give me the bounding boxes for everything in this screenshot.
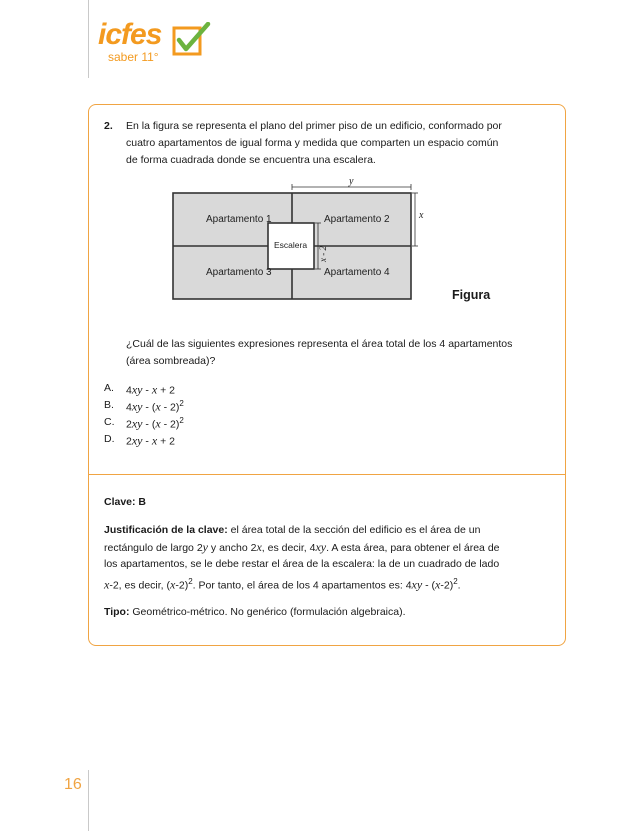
question-type: Tipo: Geométrico-métrico. No genérico (formulación algebraica). xyxy=(104,606,406,618)
question-prompt-line-2: (área sombreada)? xyxy=(126,355,216,367)
question-stem-line-3: de forma cuadrada donde se encuentra una escalera. xyxy=(126,154,376,166)
option-letter: A. xyxy=(104,382,114,394)
option-text: 2xy - (x - 2)$^2$ xyxy=(126,416,184,431)
dimension-x-label: x xyxy=(419,210,424,221)
question-stem-line-2: cuatro apartamentos de igual forma y medida que comparten un espacio común xyxy=(126,137,499,149)
question-stem-line-1: En la figura se representa el plano del primer piso de un edificio, conformado por xyxy=(126,120,502,132)
answer-divider xyxy=(88,474,566,475)
option-letter: C. xyxy=(104,416,115,428)
logo-subtitle: saber 11° xyxy=(108,50,159,64)
question-prompt-line-1: ¿Cuál de las siguientes expresiones representa el área total de los 4 apartamentos xyxy=(126,338,513,350)
apartment-4-label: Apartamento 4 xyxy=(324,267,390,278)
option-text: 4xy - x + 2 xyxy=(126,382,175,397)
checkmark-icon xyxy=(172,22,212,56)
stairs-label: Escalera xyxy=(274,240,308,250)
apartment-1-label: Apartamento 1 xyxy=(206,214,272,225)
figure-caption: Figura xyxy=(452,288,491,302)
option-letter: B. xyxy=(104,399,114,411)
justification-line-3: los apartamentos, se le debe restar el área de la escalera: la de un cuadrado de lado xyxy=(104,558,500,570)
apartment-3-label: Apartamento 3 xyxy=(206,267,272,278)
floor-plan-figure xyxy=(168,176,438,306)
option-text: 2xy - x + 2 xyxy=(126,433,175,448)
option-text: 4xy - (x - 2)$^2$ xyxy=(126,399,184,414)
dimension-y-label: y xyxy=(349,176,354,187)
left-margin-line-top xyxy=(88,0,89,78)
page-number: 16 xyxy=(64,776,82,793)
justification-line-2: rectángulo de largo 2y y ancho 2x, es decir, 4xy. A esta área, para obtener el área de xyxy=(104,540,500,554)
option-letter: D. xyxy=(104,433,115,445)
logo-word: icfes xyxy=(98,18,162,51)
justification-line-1: Justificación de la clave: el área total de la sección del edificio es el área de un xyxy=(104,524,481,536)
answer-key: Clave: B xyxy=(104,496,147,508)
apartment-2-label: Apartamento 2 xyxy=(324,214,390,225)
left-margin-line-bottom xyxy=(88,770,89,831)
dimension-x2-label: x - 2 xyxy=(318,246,328,262)
question-number: 2. xyxy=(104,120,113,132)
icfes-logo xyxy=(98,20,218,70)
justification-line-4: x-2, es decir, $(x-2)^2$. Por tanto, el área de los 4 apartamentos es: $4xy - (x-2)^2$. xyxy=(104,577,461,592)
